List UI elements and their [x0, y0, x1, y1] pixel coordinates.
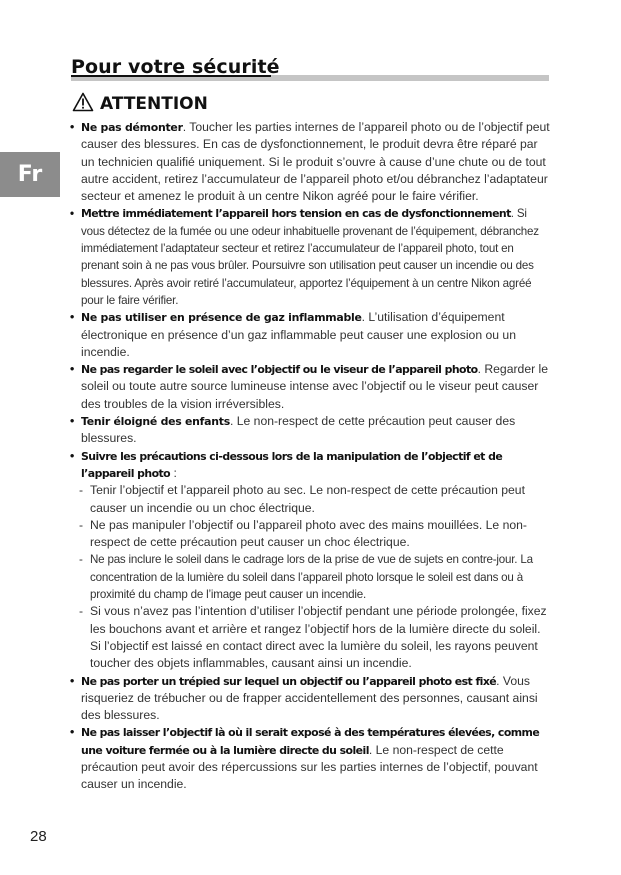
item-bold-lead: Ne pas démonter: [81, 121, 183, 134]
attention-label: ATTENTION: [100, 94, 208, 114]
language-tab: Fr: [0, 152, 60, 197]
page-number: 28: [30, 828, 47, 845]
list-item: [70, 448, 552, 483]
list-item: [70, 361, 552, 413]
sub-list-item: [70, 603, 552, 672]
item-bold-lead: Ne pas laisser l’objectif là où il serait exposé à des températures élevées, comme une voiture fermée ou à la lumière directe du soleil: [81, 726, 540, 757]
bullet: •: [70, 673, 75, 688]
sub-item-text: Ne pas manipuler l’objectif ou l’appareil photo avec des mains mouillées. Le non-respect de cette précaution peut causer un choc électrique.: [90, 517, 527, 550]
item-text: . Regarder le soleil ou toute autre source lumineuse intense avec l’objectif ou le viseur peut causer des troubles de la vision irréversibles.: [81, 362, 549, 411]
sub-list-item: [70, 517, 552, 552]
dash: -: [79, 553, 83, 567]
safety-content: [70, 119, 552, 794]
sub-list-item: [70, 551, 552, 603]
item-bold-lead: Ne pas utiliser en présence de gaz inflammable: [81, 311, 362, 325]
sub-item-text: Tenir l’objectif et l’appareil photo au sec. Le non-respect de cette précaution peut causer un incendie ou un choc électrique.: [90, 483, 525, 515]
bullet: •: [70, 362, 75, 377]
dash: -: [79, 483, 84, 498]
list-item: [70, 673, 552, 725]
item-text: . Si vous détectez de la fumée ou une odeur inhabituelle provenant de l’équipement, débranchez immédiatement l’adaptateur secteur et retirez l’accumulateur de l’appareil photo, tout en prenant soin à ne pas vous brûler. Poursuivre son utilisation peut causer un incendie ou des blessures. Après avoir retiré l’accumulateur, apportez l’équipement à un centre Nikon agréé pour le faire vérifier.: [81, 207, 539, 307]
page-title: Pour votre sécurité: [71, 56, 280, 78]
bullet: •: [70, 207, 74, 221]
item-text: :: [170, 465, 177, 480]
list-item: [70, 309, 552, 361]
list-item: [70, 413, 552, 448]
item-bold-lead: Suivre les précautions ci-dessous lors de la manipulation de l’objectif et de l’appareil photo: [81, 449, 503, 480]
attention-heading: [72, 92, 208, 116]
item-text: . Toucher les parties internes de l’appareil photo ou de l’objectif peut causer des blessures. En cas de dysfonctionnement, le produit devra être réparé par un technicien qualifié uniquement. Si le produit s’ouvre à cause d’une chute ou de tout autre accident, retirez l’accumulateur de l’appareil photo et/ou débranchez l’adaptateur secteur et amenez le produit à un centre Nikon agréé pour le faire vérifier.: [81, 120, 550, 204]
bullet: •: [70, 414, 75, 429]
item-bold-lead: Ne pas regarder le soleil avec l’objectif ou le viseur de l’appareil photo: [81, 363, 478, 377]
item-bold-lead: Ne pas porter un trépied sur lequel un objectif ou l’appareil photo est fixé: [81, 674, 497, 688]
sub-item-text: Si vous n’avez pas l’intention d’utiliser l’objectif pendant une période prolongée, fixez les bouchons avant et arrière et rangez l’objectif hors de la lumière directe du soleil. Si l’objectif est laissé en contact direct avec la lumière du soleil, les rayons peuvent toucher des objets inflammables, causant ainsi un incendie.: [90, 604, 547, 671]
dash: -: [79, 604, 84, 619]
list-item: [70, 724, 552, 793]
item-text: . Le non-respect de cette précaution peut avoir des répercussions sur les parties internes de l’objectif, pouvant causer un incendie.: [81, 742, 538, 792]
section-header: [71, 56, 549, 86]
dash: -: [79, 517, 84, 532]
bullet: •: [70, 725, 75, 740]
bullet: •: [70, 448, 75, 463]
list-item: [70, 119, 552, 205]
warning-triangle-icon: [72, 92, 94, 117]
item-text: . Le non-respect de cette précaution peut causer des blessures.: [81, 414, 516, 446]
item-bold-lead: Tenir éloigné des enfants: [81, 415, 230, 429]
sub-list-item: [70, 482, 552, 517]
sub-item-text: Ne pas inclure le soleil dans le cadrage lors de la prise de vue de sujets en contre-jour. La concentration de la lumière du soleil dans l’appareil photo lorsque le soleil est dans ou à proximité du champ de l’image peut causer un incendie.: [90, 553, 533, 602]
list-item: [70, 205, 552, 309]
item-text: . L’utilisation d’équipement électronique en présence d’un gaz inflammable peut causer une explosion ou un incendie.: [81, 310, 516, 359]
item-bold-lead: Mettre immédiatement l’appareil hors tension en cas de dysfonctionnement: [81, 207, 511, 221]
bullet: •: [70, 310, 75, 325]
bullet: •: [70, 120, 75, 134]
item-text: . Vous risqueriez de trébucher ou de frapper accidentellement des personnes, causant ainsi des blessures.: [81, 673, 538, 723]
